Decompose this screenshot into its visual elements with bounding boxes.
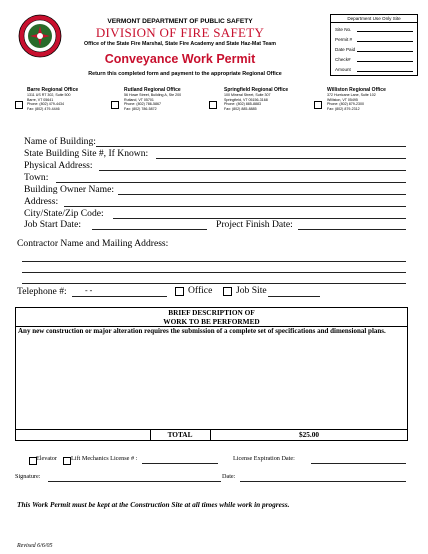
office-line: Springfield, VT 05156-3168	[224, 97, 268, 102]
form-title: Conveyance Work Permit	[104, 52, 256, 66]
town-label: Town:	[24, 172, 49, 183]
site-notice: This Work Permit must be kept at the Construction Site at all times while work in progress.	[17, 500, 290, 509]
job-site-phone-field[interactable]	[268, 296, 320, 297]
dept-use-title: Department Use Only Site	[331, 16, 417, 23]
division-subtitle: Office of the State Fire Marshal, State Fire Academy and State Haz-Mat Team	[84, 41, 276, 47]
office-line: Phone: (802) 885-8883	[224, 102, 261, 107]
city-state-zip-label: City/State/Zip Code:	[24, 208, 104, 219]
office-checkbox-springfield[interactable]	[209, 101, 217, 109]
address-label: Address:	[24, 196, 59, 207]
office-line: Fax: (802) 479-4446	[27, 106, 60, 111]
signature-date-label: Date:	[222, 473, 236, 480]
description-title-line: WORK TO BE PERFORMED	[163, 317, 260, 326]
description-area[interactable]	[18, 350, 403, 428]
physical-address-field[interactable]	[99, 170, 406, 171]
building-name-label: Name of Building:	[24, 136, 96, 147]
state-site-label: State Building Site #, If Known:	[24, 148, 149, 159]
lift-checkbox[interactable]	[63, 457, 71, 465]
office-springfield	[224, 87, 288, 111]
elevator-label: Elevator	[36, 455, 57, 462]
contractor-line-3[interactable]	[22, 283, 406, 284]
owner-name-label: Building Owner Name:	[24, 184, 115, 195]
state-site-field[interactable]	[156, 158, 406, 159]
job-start-label: Job Start Date:	[24, 219, 82, 230]
office-name: Barre Regional Office	[27, 87, 79, 93]
signature-date-field[interactable]	[240, 481, 406, 482]
amount-field[interactable]	[335, 67, 413, 72]
office-barre	[27, 87, 78, 111]
permit-no-label: Permit #	[335, 37, 353, 42]
check-no-field[interactable]	[335, 57, 413, 62]
office-line: Fax: (802) 879-2312	[327, 106, 360, 111]
office-line: Phone: (802) 479-4434	[27, 102, 64, 107]
job-start-field[interactable]	[92, 229, 207, 230]
office-checkbox-rutland[interactable]	[111, 101, 119, 109]
job-site-phone-checkbox[interactable]	[223, 287, 232, 296]
office-line: 1311 US RT 302, Suite 500	[27, 93, 71, 97]
dept-name: VERMONT DEPARTMENT OF PUBLIC SAFETY	[107, 18, 253, 25]
description-note: Any new construction or major alteration requires the submission of a complete set of specifications and dimensional plans.	[18, 327, 386, 335]
site-no-field[interactable]	[335, 27, 413, 32]
total-label: TOTAL	[167, 430, 193, 439]
office-line: Rutland, VT 05701	[124, 97, 154, 102]
date-paid-label: Date Paid	[335, 47, 356, 52]
office-line: Williston, VT 05495	[327, 97, 358, 102]
office-name: Rutland Regional Office	[124, 87, 181, 93]
office-line: 56 Howe Street, Building A, Ste 200	[124, 93, 182, 97]
contractor-line-1[interactable]	[22, 261, 406, 262]
office-line: Barre, VT 05641	[27, 97, 54, 102]
address-field[interactable]	[64, 206, 406, 207]
license-expiration-label: License Expiration Date:	[233, 455, 295, 462]
description-title	[15, 308, 408, 326]
office-phone-label: Office	[188, 285, 213, 296]
office-line: Phone: (802) 879-2300	[327, 102, 364, 107]
project-finish-field[interactable]	[298, 229, 406, 230]
return-instruction: Return this completed form and payment to the appropriate Regional Office	[88, 71, 282, 77]
office-name: Springfield Regional Office	[224, 87, 289, 93]
check-no-label: Check#	[335, 57, 351, 62]
town-field[interactable]	[56, 182, 406, 183]
signature-label: Signature:	[15, 473, 41, 480]
office-line: Fax: (802) 786-5872	[124, 106, 157, 111]
lift-license-field[interactable]	[142, 463, 218, 464]
office-rutland	[124, 87, 181, 111]
office-name: Williston Regional Office	[327, 87, 386, 93]
office-line: Fax: (802) 885-8885	[224, 106, 257, 111]
division-title: DIVISION OF FIRE SAFETY	[95, 25, 265, 40]
office-line: 372 Hurricane Lane, Suite 102	[327, 93, 376, 97]
office-checkbox-barre[interactable]	[15, 101, 23, 109]
permit-no-field[interactable]	[335, 37, 413, 42]
owner-name-field[interactable]	[118, 194, 406, 195]
department-use-box	[330, 14, 418, 76]
office-phone-checkbox[interactable]	[175, 287, 184, 296]
telephone-label: Telephone #:	[17, 286, 67, 297]
amount-label: Amount	[335, 67, 351, 72]
revised-date: Revised 6/6/05	[17, 543, 53, 549]
contractor-line-2[interactable]	[22, 272, 406, 273]
office-williston	[327, 87, 386, 111]
state-seal-logo	[18, 14, 62, 58]
building-name-field[interactable]	[96, 146, 406, 147]
job-site-phone-label: Job Site	[236, 285, 267, 296]
physical-address-label: Physical Address:	[24, 160, 93, 171]
telephone-value: - -	[85, 286, 93, 295]
project-finish-label: Project Finish Date:	[216, 219, 293, 230]
signature-field[interactable]	[48, 481, 221, 482]
license-expiration-field[interactable]	[311, 463, 406, 464]
total-value: $25.00	[298, 430, 320, 439]
site-no-label: Site No.	[335, 27, 352, 32]
date-paid-field[interactable]	[335, 47, 413, 52]
office-line: Phone: (802) 786-5867	[124, 102, 161, 107]
contractor-label: Contractor Name and Mailing Address:	[17, 238, 169, 249]
office-checkbox-williston[interactable]	[314, 101, 322, 109]
lift-license-label: Lift Mechanics License # :	[71, 455, 138, 462]
description-title-line: BRIEF DESCRIPTION OF	[168, 308, 255, 317]
office-line: 100 Mineral Street, Suite 307	[224, 93, 271, 97]
telephone-field[interactable]	[72, 296, 167, 297]
